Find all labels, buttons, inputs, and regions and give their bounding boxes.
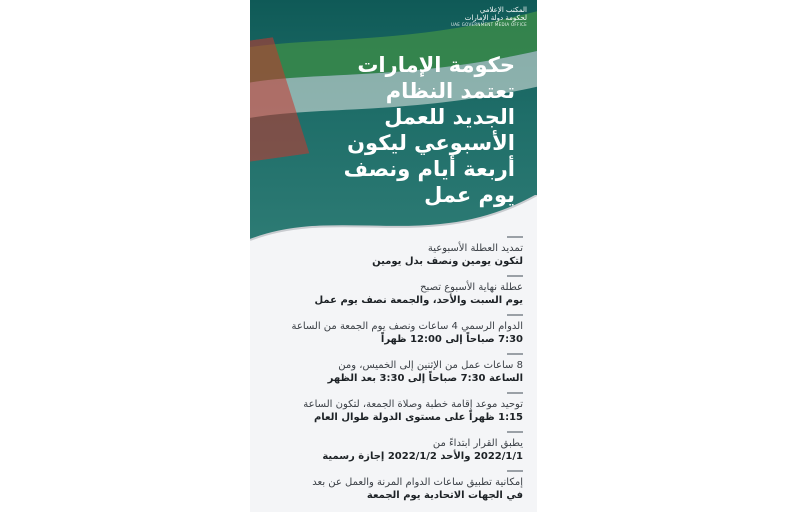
headline-line: حكومة الإمارات: [357, 53, 515, 77]
item-bold: يوم السبت والأحد، والجمعة نصف يوم عمل: [314, 295, 523, 306]
item-bold: لتكون يومين ونصف بدل يومين: [372, 256, 523, 267]
item-text: تمديد العطلة الأسبوعية: [427, 243, 523, 254]
media-office-logo: [451, 6, 527, 28]
announcement-poster: [250, 0, 537, 512]
item-bold: 7:30 صباحاً إلى 12:00 ظهراً: [380, 334, 523, 345]
item-text: يطبق القرار ابتداءً من: [432, 438, 523, 449]
item-bold: 1:15 ظهراً على مستوى الدولة طوال العام: [313, 412, 523, 423]
list-item: [263, 275, 523, 307]
item-text: الدوام الرسمي 4 ساعات ونصف يوم الجمعة من الساعة: [291, 321, 523, 332]
headline-line: الأسبوعي ليكون: [347, 131, 515, 155]
headline: [255, 52, 515, 208]
points-list: [263, 236, 523, 509]
logo-line2: لحكومة دولة الإمارات: [464, 14, 527, 22]
item-text: إمكانية تطبيق ساعات الدوام المرنة والعمل عن بعد: [312, 477, 523, 488]
item-bold: الساعة 7:30 صباحاً إلى 3:30 بعد الظهر: [327, 373, 523, 384]
list-item: [263, 314, 523, 346]
item-divider: [507, 236, 523, 238]
item-divider: [507, 314, 523, 316]
item-bold: في الجهات الاتحادية يوم الجمعة: [366, 490, 523, 501]
list-item: [263, 431, 523, 463]
item-divider: [507, 353, 523, 355]
item-divider: [507, 275, 523, 277]
item-divider: [507, 470, 523, 472]
logo-english: UAE GOVERNMENT MEDIA OFFICE: [451, 22, 527, 27]
headline-line: أربعة أيام ونصف: [343, 157, 515, 181]
item-text: توحيد موعد إقامة خطبة وصلاة الجمعة، لتكون الساعة: [303, 399, 523, 410]
list-item: [263, 236, 523, 268]
list-item: [263, 392, 523, 424]
list-item: [263, 470, 523, 502]
headline-line: يوم عمل: [424, 183, 515, 207]
logo-line1: المكتب الإعلامي: [479, 6, 527, 14]
item-divider: [507, 431, 523, 433]
item-text: عطلة نهاية الأسبوع تصبح: [420, 282, 523, 293]
headline-line: الجديد للعمل: [384, 105, 515, 129]
item-text: 8 ساعات عمل من الإثنين إلى الخميس، ومن: [338, 360, 523, 371]
item-divider: [507, 392, 523, 394]
list-item: [263, 353, 523, 385]
headline-line: تعتمد النظام: [385, 79, 515, 103]
item-bold: 2022/1/1 والأحد 2022/1/2 إجازة رسمية: [322, 451, 523, 462]
hero-banner: [250, 0, 537, 260]
